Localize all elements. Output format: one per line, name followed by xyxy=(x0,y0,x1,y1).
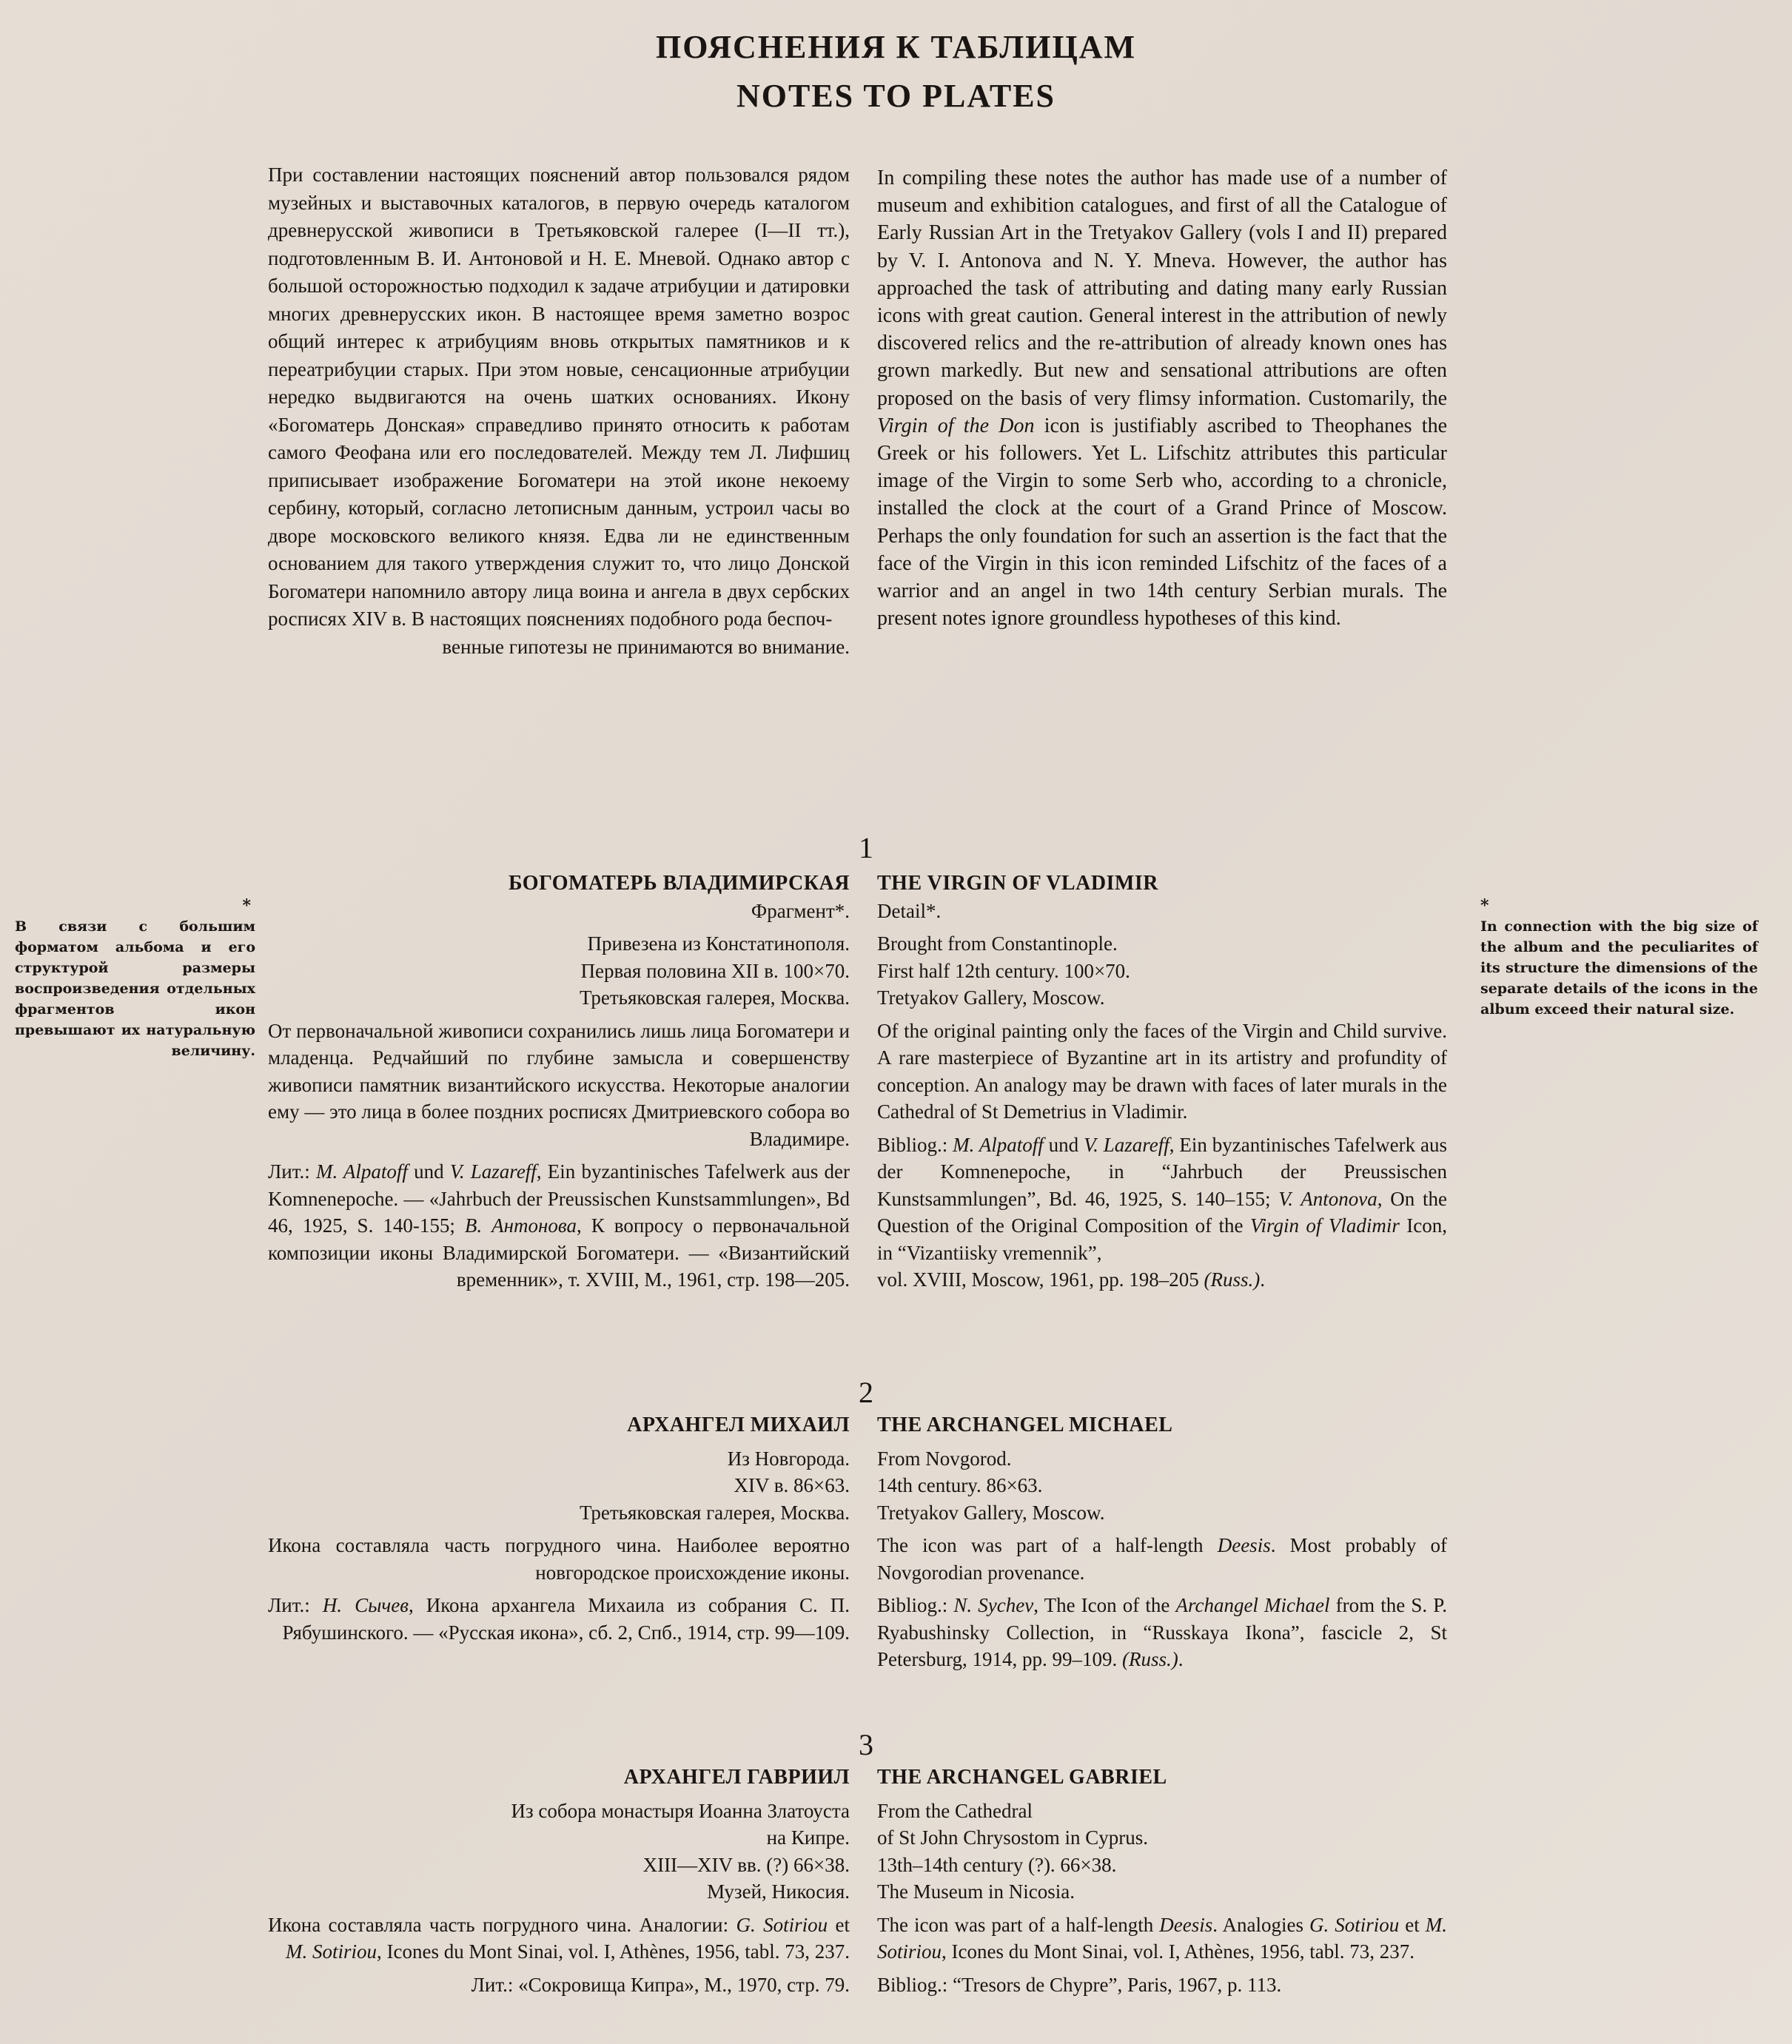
plate-number: 3 xyxy=(859,1728,873,1761)
bib-text: from the S. P. Ryabushinsky Collection, in “Russkaya Ikona”, fascicle 2, St Petersburg, 1914, pp. 99–109. xyxy=(877,1594,1447,1670)
plate-number: 2 xyxy=(859,1376,873,1409)
desc-text: . Most probably of Novgorodian provenance. xyxy=(877,1534,1448,1584)
desc-text: The icon was part of a half-length xyxy=(877,1913,1160,1936)
bib-text: , On the Question of the Original Composition of the xyxy=(877,1187,1447,1237)
plate-origin-en: Brought from Constantinople. xyxy=(877,932,1118,955)
intro-en-text xyxy=(877,164,1447,632)
plate-2-en xyxy=(877,1412,1447,1673)
plate-date-size-en: First half 12th century. 100×70. xyxy=(877,959,1130,982)
author: M. Sotiriou xyxy=(877,1913,1447,1963)
plate-origin-ru: Привезена из Констатинополя. xyxy=(587,932,850,955)
plate-origin-en: From Novgorod. xyxy=(877,1447,1012,1470)
plate-description-ru: Икона составляла часть погрудного чина. Наиболее вероятно новгородское происхождение иконы. xyxy=(268,1534,850,1584)
bib-text: . xyxy=(1260,1268,1265,1291)
intro-ru-last-line: венные гипотезы не принимаются во внимание. xyxy=(442,635,850,658)
author: M. Sotiriou xyxy=(286,1940,377,1963)
plate-location-ru: Третьяковская галерея, Москва. xyxy=(579,1501,850,1524)
plate-location-en: Tretyakov Gallery, Moscow. xyxy=(877,986,1105,1009)
bib-text: vol. XVIII, Moscow, 1961, pp. 198–205 xyxy=(877,1268,1204,1291)
plate-date-size-en: 14th century. 86×63. xyxy=(877,1474,1043,1496)
plate-title-ru: АРХАНГЕЛ ГАВРИИЛ xyxy=(623,1766,850,1789)
footnote-ru xyxy=(15,895,255,1061)
plate-title-en: THE VIRGIN OF VLADIMIR xyxy=(877,872,1158,895)
plate-description-en xyxy=(877,1912,1447,1966)
author: M. Alpatoff xyxy=(315,1160,408,1183)
intro-en-part: In compiling these notes the author has made use of a number of museum and exhibition catalogues, and first of all the Catalogue of Early Russian Art in the Tretyakov Gallery (vols I and II) prepared by V. I. Antonova and N. Y. Mneva. However, the author has approached the task of attributing and dating many early Russian icons with great caution. General interest in the attribution of newly discovered relics and the re-attribution of already known ones has grown markedly. But new and sensational attributions are often proposed on the basis of very flimsy information. Customarily, the xyxy=(877,167,1447,410)
desc-text: The icon was part of a half-length xyxy=(877,1534,1218,1556)
desc-text: et xyxy=(1399,1913,1426,1936)
plate-title-en: THE ARCHANGEL GABRIEL xyxy=(877,1766,1167,1789)
footnote-en-text: In connection with the big size of the album and the peculiarites of its structure the dimensions of the separate details of the icons in the album exceed their natural size. xyxy=(1480,918,1758,1018)
plate-date-size-ru: Первая половина XII в. 100×70. xyxy=(580,959,850,982)
lit-text: , Ein byzantinisches Tafelwerk aus der Komnenepoche. — «Jahrbuch der Preussischen Kunstsammlungen», Bd 46, 1925, S. 140-155; xyxy=(268,1160,850,1237)
language-note: (Russ.) xyxy=(1204,1268,1261,1291)
plate-title-en: THE ARCHANGEL MICHAEL xyxy=(877,1413,1173,1436)
author: M. Alpatoff xyxy=(953,1133,1044,1156)
plate-location-en: The Museum in Nicosia. xyxy=(877,1880,1075,1903)
bib-text: , Ein byzantinisches Tafelwerk aus der Komnenepoche, in “Jahrbuch der Preussischen Kunstsammlungen”, Bd. 46, 1925, S. 140–155; xyxy=(877,1133,1448,1210)
author: G. Sotiriou xyxy=(1309,1913,1400,1936)
plate-origin-ru-2: на Кипре. xyxy=(766,1826,850,1849)
page-title-en: NOTES TO PLATES xyxy=(736,78,1056,114)
lit-text: , Икона архангела Михаила из собрания С. П. Рябушинского. — «Русская икона», сб. 2, Спб., 1914, стр. 99—109. xyxy=(282,1594,850,1644)
plate-date-size-en: 13th–14th century (?). 66×38. xyxy=(877,1853,1117,1876)
plate-location-ru: Музей, Никосия. xyxy=(707,1880,850,1903)
italic-term: Deesis xyxy=(1217,1534,1271,1556)
intro-en xyxy=(877,164,1447,632)
author: G. Sotiriou xyxy=(736,1913,828,1936)
plate-3-ru xyxy=(268,1764,850,1998)
plate-bibliography-en-end xyxy=(877,1266,1447,1294)
plate-origin-en-2: of St John Chrysostom in Cyprus. xyxy=(877,1826,1149,1849)
desc-text: et xyxy=(828,1913,850,1936)
plate-title-ru: БОГОМАТЕРЬ ВЛАДИМИРСКАЯ xyxy=(508,872,850,895)
plate-origin-ru: Из Новгорода. xyxy=(727,1447,850,1470)
bib-text: und xyxy=(1043,1133,1084,1156)
author: В. Антонова xyxy=(464,1214,577,1237)
plate-location-en: Tretyakov Gallery, Moscow. xyxy=(877,1501,1105,1524)
plate-description-ru xyxy=(268,1912,850,1966)
author: V. Lazareff xyxy=(449,1160,537,1183)
plate-origin-ru: Из собора монастыря Иоанна Златоуста xyxy=(511,1799,850,1822)
italic-term: Deesis xyxy=(1159,1913,1213,1936)
plate-literature-ru xyxy=(268,1592,850,1646)
author: N. Sychev xyxy=(953,1594,1034,1616)
lit-text: und xyxy=(407,1160,450,1183)
plate-location-ru: Третьяковская галерея, Москва. xyxy=(579,986,850,1009)
italic-title: Virgin of Vladimir xyxy=(1249,1214,1400,1237)
plate-description-en: Of the original painting only the faces of the Virgin and Child survive. A rare masterpiece of Byzantine art in its artistry and profundity of conception. An analogy may be drawn with faces of later murals in the Cathedral of St Demetrius in Vladimir. xyxy=(877,1019,1447,1123)
plate-3-en xyxy=(877,1764,1447,1998)
plate-subtitle-ru: Фрагмент*. xyxy=(751,899,850,922)
footnote-marker: * xyxy=(242,896,251,915)
footnote-en xyxy=(1480,895,1758,1020)
lit-label: Лит.: xyxy=(268,1594,323,1616)
desc-text: . Analogies xyxy=(1212,1913,1309,1936)
plate-description-en xyxy=(877,1532,1447,1586)
intro-en-part: icon is justifiably ascribed to Theophanes the Greek or his followers. Yet L. Lifschitz attributes this particular image of the Virgin to some Serb who, according to a chronicle, installed the clock at the court of a Grand Prince of Moscow. Perhaps the only foundation for such an assertion is the fact that the face of the Virgin in this icon reminded Lifschitz of the faces of a warrior and an angel in two 14th century Serbian murals. The present notes ignore groundless hypotheses of this kind. xyxy=(877,414,1447,631)
footnote-marker: * xyxy=(1480,896,1489,915)
intro-ru xyxy=(268,161,850,661)
lit-label: Лит.: xyxy=(268,1160,316,1183)
plate-bibliography-en: Bibliog.: “Tresors de Chypre”, Paris, 1967, p. 113. xyxy=(877,1973,1282,1996)
page-title-ru: ПОЯСНЕНИЯ К ТАБЛИЦАМ xyxy=(656,29,1136,65)
bib-text: Icon, in “Vizantiisky vremennik”, xyxy=(877,1214,1447,1264)
desc-text: , Icones du Mont Sinai, vol. I, Athènes, 1956, tabl. 73, 237. xyxy=(942,1940,1415,1963)
plate-bibliography-en xyxy=(877,1132,1447,1267)
desc-text: Икона составляла часть погрудного чина. Аналогии: xyxy=(268,1913,736,1936)
plate-date-size-ru: XIV в. 86×63. xyxy=(734,1474,850,1496)
plate-1-ru xyxy=(268,870,850,1294)
intro-en-italic-title: Virgin of the Don xyxy=(877,414,1035,437)
bib-label: Bibliog.: xyxy=(877,1594,954,1616)
plate-2-ru xyxy=(268,1412,850,1646)
plate-literature-ru: Лит.: «Сокровища Кипра», М., 1970, стр. 79. xyxy=(471,1973,850,1996)
author: V. Lazareff xyxy=(1084,1133,1170,1156)
bib-text: , The Icon of the xyxy=(1033,1594,1176,1616)
italic-title: Archangel Michael xyxy=(1175,1594,1330,1616)
author: Н. Сычев xyxy=(322,1594,409,1616)
footnote-ru-text: В связи с большим форматом альбома и его структурой размеры воспроизведения отдельных фрагментов икон превышают их натуральную величину. xyxy=(15,918,255,1059)
bib-text: . xyxy=(1178,1648,1184,1670)
intro-ru-text: При составлении настоящих пояснений автор пользовался рядом музейных и выставочных каталогов, в первую очередь каталогом древнерусской живописи в Третьяковской галерее (I—II тт.), подготовленным В. И. Антоновой и Н. Е. Мневой. Однако автор с большой осторожностью подходил к задаче атрибуции и датировки многих древнерусских икон. В настоящее время заметно возрос общий интерес к атрибуциям вновь открытых памятников и к переатрибуции старых. При этом новые, сенсационные атрибуции нередко выдвигаются на очень шатких основаниях. Икону «Богоматерь Донская» справедливо принято относить к работам самого Феофана или его последователей. Между тем Л. Лифшиц приписывает изображение Богоматери на этой иконе некоему сербину, который, согласно летописным данным, устроил часы во дворе московского великого князя. Едва ли не единственным основанием для такого утверждения служит то, что лицо Донской Богоматери напомнило автору лица воина и ангела в двух сербских росписях XIV в. В настоящих пояснениях подобного рода беспоч- xyxy=(268,164,850,630)
plate-subtitle-en: Detail*. xyxy=(877,899,942,922)
language-note: (Russ.) xyxy=(1122,1648,1178,1670)
plate-date-size-ru: XIII—XIV вв. (?) 66×38. xyxy=(642,1853,850,1876)
plate-literature-ru xyxy=(268,1158,850,1294)
lit-text: , К вопросу о первоначальной композиции иконы Владимирской Богоматери. — «Византийский временник», т. XVIII, М., 1961, стр. 198—205. xyxy=(268,1214,850,1291)
desc-text: , Icones du Mont Sinai, vol. I, Athènes, 1956, tabl. 73, 237. xyxy=(377,1940,850,1963)
plate-origin-en: From the Cathedral xyxy=(877,1799,1033,1822)
author: V. Antonova xyxy=(1278,1187,1377,1210)
plate-1-en xyxy=(877,870,1447,1294)
plate-bibliography-en xyxy=(877,1592,1447,1673)
plate-description-ru: От первоначальной живописи сохранились лишь лица Богоматери и младенца. Редчайший по глубине замысла и совершенству живописи памятник византийского искусства. Некоторые аналогии ему — это лица в более поздних росписях Дмитриевского собора во Владимире. xyxy=(268,1019,850,1150)
bib-label: Bibliog.: xyxy=(877,1133,953,1156)
plate-number: 1 xyxy=(859,831,873,864)
plate-title-ru: АРХАНГЕЛ МИХАИЛ xyxy=(627,1413,850,1436)
